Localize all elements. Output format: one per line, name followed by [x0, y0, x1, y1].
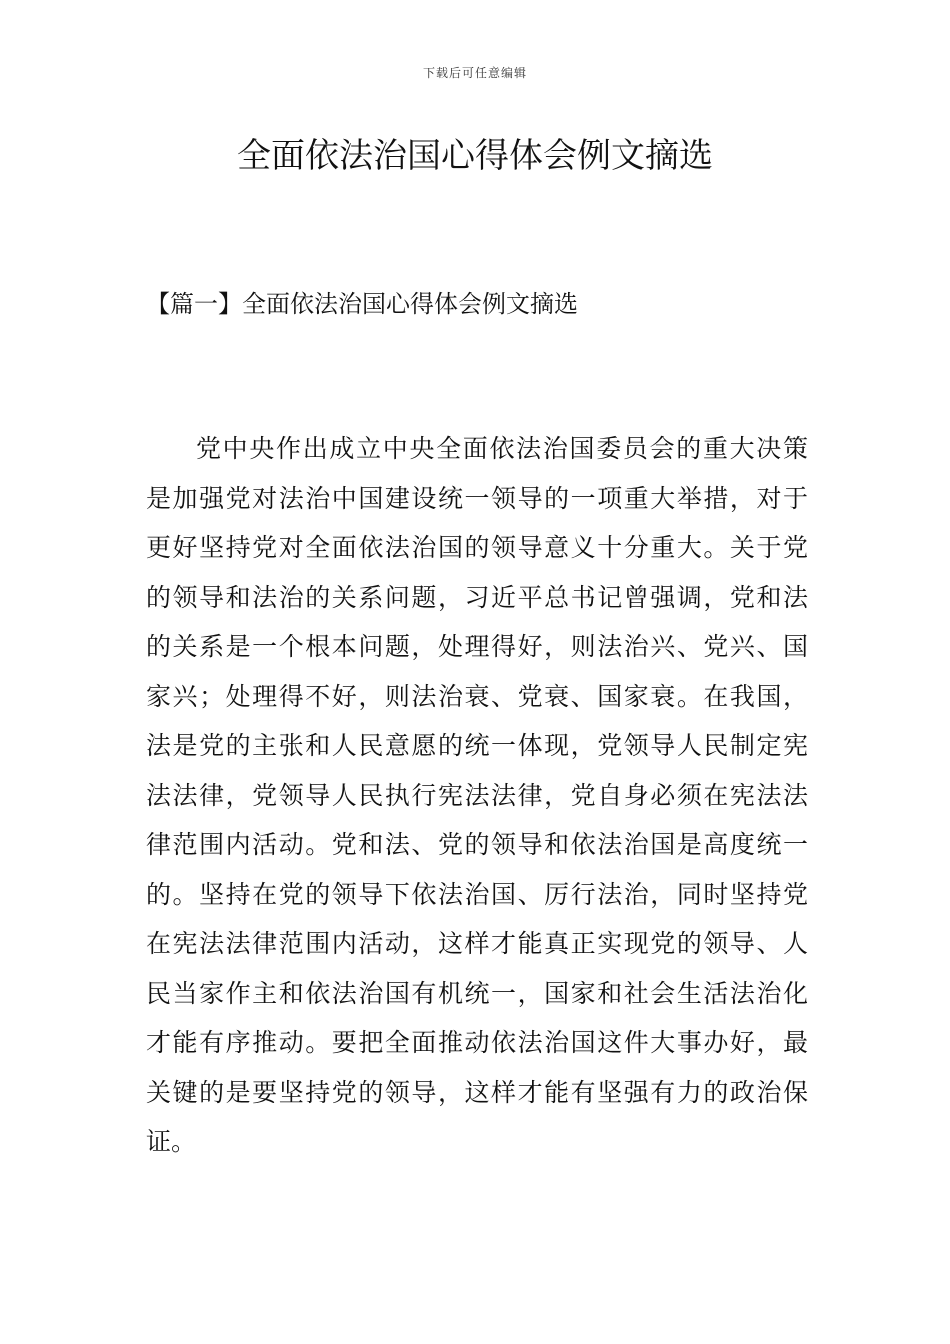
paragraph-line: 证。 — [146, 1127, 197, 1156]
document-title: 全面依法治国心得体会例文摘选 — [237, 136, 713, 176]
paragraph-line: 才能有序推动。要把全面推动依法治国这件大事办好，最 — [146, 1028, 808, 1057]
paragraph-line: 民当家作主和依法治国有机统一，国家和社会生活法治化 — [146, 978, 808, 1008]
section-heading: 【篇一】全面依法治国心得体会例文摘选 — [146, 290, 578, 318]
paragraph-line: 律范围内活动。党和法、党的领导和依法治国是高度统一 — [146, 830, 808, 859]
paragraph-line: 关键的是要坚持党的领导，这样才能有坚强有力的政治保 — [146, 1077, 808, 1107]
paragraph-line: 的关系是一个根本问题，处理得好，则法治兴、党兴、国 — [146, 632, 808, 661]
paragraph-line: 法法律，党领导人民执行宪法法律，党自身必须在宪法法 — [146, 780, 808, 810]
paragraph-line: 党中央作出成立中央全面依法治国委员会的重大决策 — [196, 434, 808, 463]
paragraph-line: 是加强党对法治中国建设统一领导的一项重大举措，对于 — [146, 483, 808, 513]
header-note: 下载后可任意编辑 — [422, 66, 527, 80]
paragraph-line: 法是党的主张和人民意愿的统一体现，党领导人民制定宪 — [146, 731, 808, 760]
paragraph-line: 的。坚持在党的领导下依法治国、厉行法治，同时坚持党 — [146, 879, 808, 909]
paragraph-line: 家兴；处理得不好，则法治衰、党衰、国家衰。在我国， — [146, 681, 808, 711]
body-paragraph — [146, 424, 808, 1167]
paragraph-line: 更好坚持党对全面依法治国的领导意义十分重大。关于党 — [146, 533, 808, 562]
paragraph-line: 在宪法法律范围内活动，这样才能真正实现党的领导、人 — [146, 929, 808, 958]
paragraph-line: 的领导和法治的关系问题，习近平总书记曾强调，党和法 — [146, 582, 808, 612]
